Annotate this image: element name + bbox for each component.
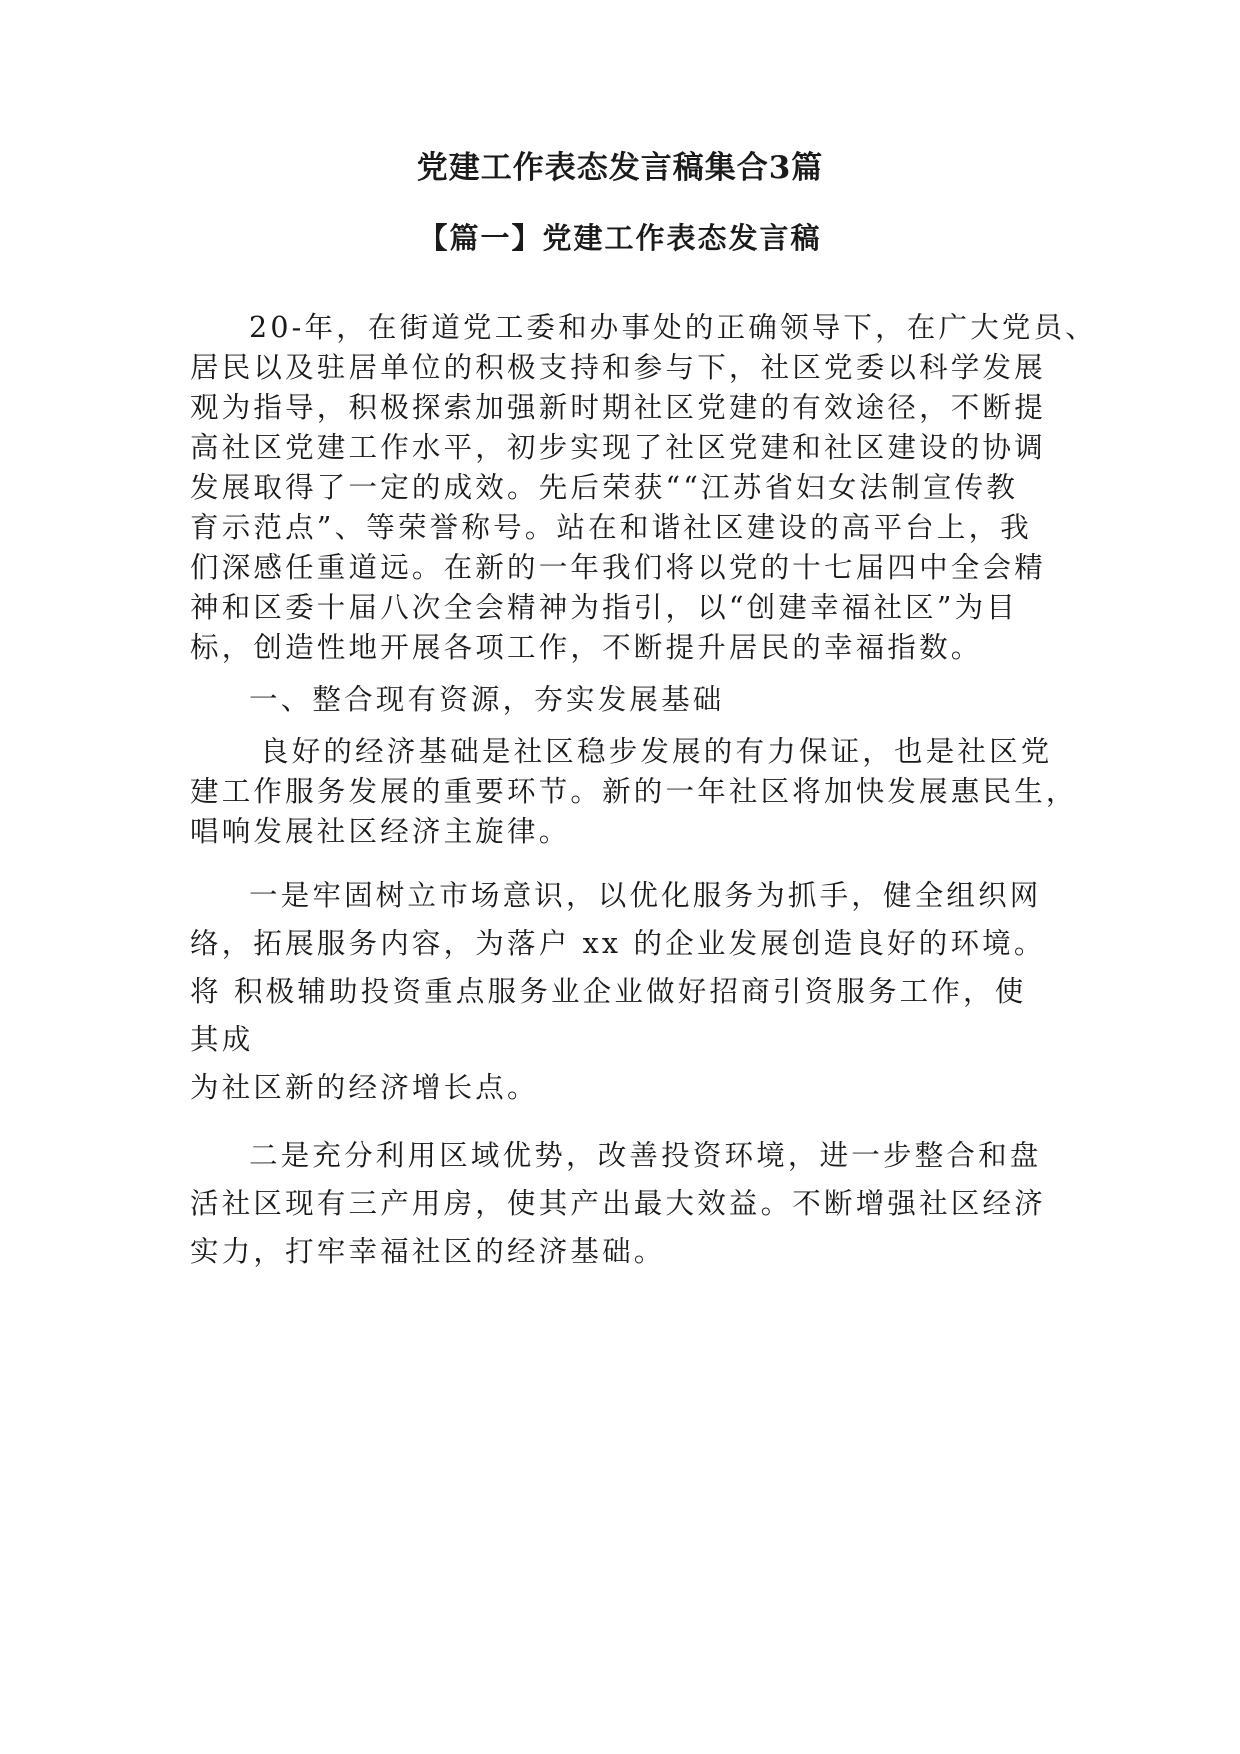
paragraph (190, 1132, 1050, 1276)
paragraph-line: 实力，打牢幸福社区的经济基础。 (190, 1235, 666, 1268)
paragraph-line: 们深感任重道远。在新的一年我们将以党的十七届四中全会精 (190, 551, 1046, 584)
paragraph-line: 育示范点”、等荣誉称号。站在和谐社区建设的高平台上，我 (190, 511, 1032, 544)
paragraph-line: 观为指导，积极探索加强新时期社区党建的有效途径，不断提 (190, 391, 1046, 424)
paragraph-line: 发展取得了一定的成效。先后荣获““江苏省妇女法制宣传教 (190, 471, 1019, 504)
section-heading: 【篇一】党建工作表态发言稿 (418, 221, 822, 255)
paragraph (190, 732, 1078, 852)
paragraph-line: 活社区现有三产用房，使其产出最大效益。不断增强社区经济 (190, 1187, 1046, 1220)
paragraph-line: 居民以及驻居单位的积极支持和参与下，社区党委以科学发展 (190, 351, 1046, 384)
paragraph-line: 20-年，在街道党工委和办事处的正确领导下，在广大党员、 (249, 311, 1097, 344)
paragraph-line: 一是牢固树立市场意识，以优化服务为抓手，健全组织网 (249, 879, 1042, 912)
paragraph (190, 680, 1050, 720)
document-title: 党建工作表态发言稿集合3篇 (416, 150, 824, 186)
paragraph (190, 308, 1097, 668)
paragraph-line: 建工作服务发展的重要环节。新的一年社区将加快发展惠民生， (190, 775, 1078, 808)
paragraph-line: 为社区新的经济增长点。 (190, 1071, 539, 1104)
paragraph-line: 标，创造性地开展各项工作，不断提升居民的幸福指数。 (190, 631, 983, 664)
paragraph-line: 二是充分利用区域优势，改善投资环境，进一步整合和盘 (249, 1139, 1042, 1172)
paragraph-line: 高社区党建工作水平，初步实现了社区党建和社区建设的协调 (190, 431, 1046, 464)
paragraph-line: 神和区委十届八次全会精神为指引，以“创建幸福社区”为目 (190, 591, 1019, 624)
document-body (190, 308, 1097, 1276)
paragraph-line: 络，拓展服务内容，为落户 xx 的企业发展创造良好的环境。 (190, 927, 1046, 960)
section-subheading: 一、整合现有资源，夯实发展基础 (249, 683, 725, 716)
paragraph-line: 良好的经济基础是社区稳步发展的有力保证，也是社区党 (260, 735, 1053, 768)
paragraph-line: 唱响发展社区经济主旋律。 (190, 815, 571, 848)
paragraph (190, 872, 1050, 1112)
paragraph-line: 其成 (190, 1023, 254, 1056)
paragraph-line: 将 积极辅助投资重点服务业企业做好招商引资服务工作，使 (190, 975, 1027, 1008)
